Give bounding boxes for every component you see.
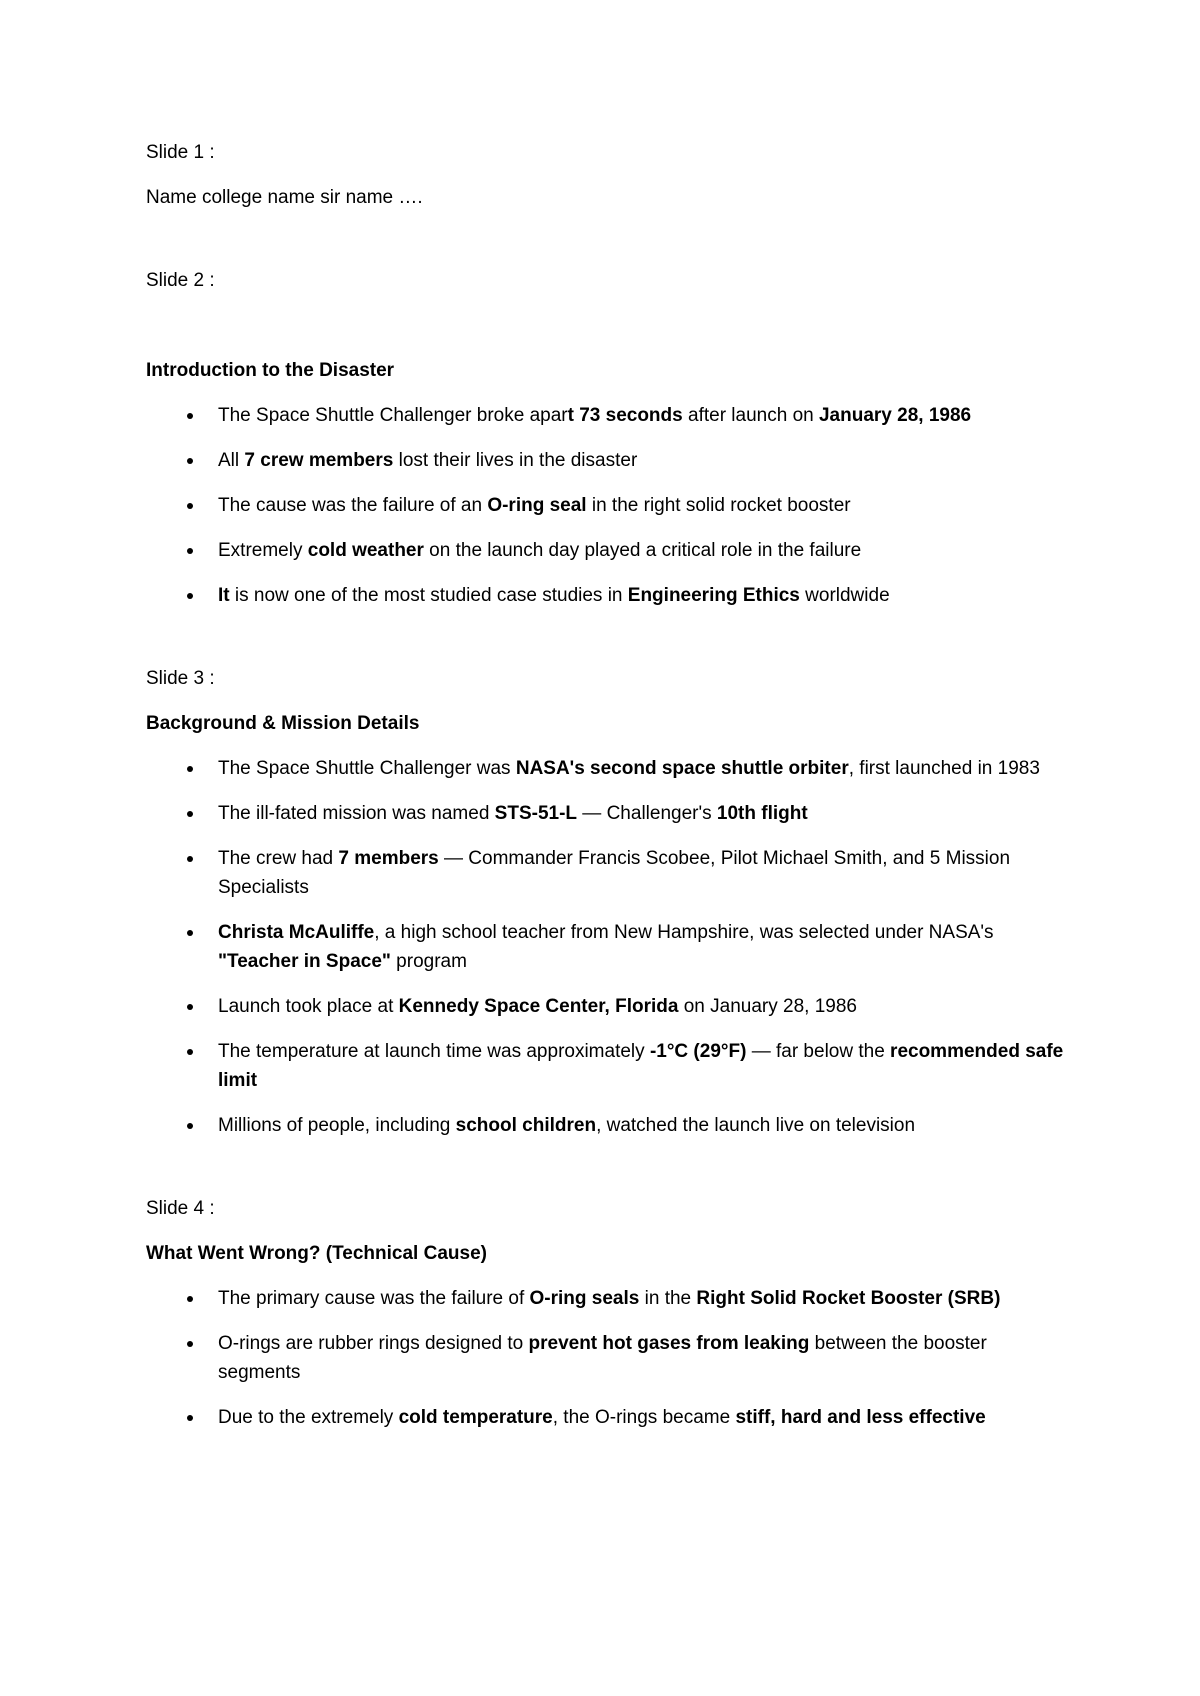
bullet-item: [146, 536, 1066, 565]
text-run: The Space Shuttle Challenger was: [218, 758, 516, 779]
text-run: The crew had: [218, 848, 339, 869]
bullet-item: [146, 491, 1066, 520]
bullet-dot-icon: [187, 1049, 193, 1055]
bullet-dot-icon: [187, 856, 193, 862]
bold-text: recommended safe limit: [218, 1041, 1064, 1091]
bullet-item: [146, 1284, 1066, 1313]
bold-text: school children: [455, 1115, 597, 1136]
text-run: O-rings are rubber rings designed to: [218, 1333, 529, 1354]
bold-text: stiff, hard and less effective: [735, 1407, 986, 1428]
text-run: — far below the: [746, 1041, 891, 1062]
document-page: [146, 138, 1066, 1448]
bullet-dot-icon: [187, 503, 193, 509]
text-run: , watched the launch live on television: [596, 1115, 916, 1136]
slide-2-section: [146, 266, 1066, 610]
slide-4-section: [146, 1194, 1066, 1432]
text-run: lost their lives in the disaster: [393, 450, 638, 471]
text-run: — Commander Francis Scobee, Pilot Michael Smith, and 5 Mission Specialists: [218, 848, 1011, 898]
text-run: in the right solid rocket booster: [586, 495, 851, 516]
bold-text: January 28, 1986: [818, 405, 972, 426]
text-run: Due to the extremely: [218, 1407, 399, 1428]
text-run: on the launch day played a critical role in the failure: [423, 540, 862, 561]
bullet-item: [146, 754, 1066, 783]
text-run: All: [218, 450, 245, 471]
text-run: program: [390, 951, 467, 972]
text-run: on January 28, 1986: [678, 996, 857, 1017]
bullet-item: [146, 918, 1066, 976]
bullet-item: [146, 799, 1066, 828]
section-heading: Introduction to the Disaster: [146, 360, 395, 381]
text-run: , a high school teacher from New Hampshire, was selected under NASA's: [374, 922, 994, 943]
text-run: — Challenger's: [577, 803, 717, 824]
bullet-list: [146, 401, 1066, 610]
bullet-item: [146, 844, 1066, 902]
text-run: after launch on: [682, 405, 819, 426]
bullet-dot-icon: [187, 593, 193, 599]
bullet-dot-icon: [187, 1415, 193, 1421]
text-run: Millions of people, including: [218, 1115, 456, 1136]
bullet-dot-icon: [187, 458, 193, 464]
bold-text: O-ring seal: [487, 495, 587, 516]
text-run: The primary cause was the failure of: [218, 1288, 530, 1309]
text-run: in the: [639, 1288, 697, 1309]
bullet-dot-icon: [187, 1296, 193, 1302]
bold-text: -1°C (29°F): [649, 1041, 747, 1062]
bold-text: Engineering Ethics: [627, 585, 800, 606]
bullet-item: [146, 446, 1066, 475]
bold-text: t 73 seconds: [567, 405, 683, 426]
slide-label: Slide 4 :: [146, 1198, 215, 1219]
slide-3-section: [146, 664, 1066, 1140]
slide-1-section: [146, 138, 1066, 212]
bold-text: O-ring seals: [529, 1288, 640, 1309]
bold-text: Christa McAuliffe: [218, 922, 375, 943]
text-run: worldwide: [799, 585, 890, 606]
bold-text: 7 crew members: [244, 450, 394, 471]
section-heading: Background & Mission Details: [146, 713, 420, 734]
bullet-dot-icon: [187, 413, 193, 419]
bullet-item: [146, 1037, 1066, 1095]
bullet-item: [146, 1329, 1066, 1387]
bold-text: cold temperature: [398, 1407, 553, 1428]
slide-label: Slide 2 :: [146, 270, 215, 291]
slide-label: Slide 3 :: [146, 668, 215, 689]
text-run: Launch took place at: [218, 996, 399, 1017]
bold-text: cold weather: [307, 540, 424, 561]
slide-1-text: Name college name sir name ….: [146, 187, 423, 208]
bullet-item: [146, 1403, 1066, 1432]
text-run: The cause was the failure of an: [218, 495, 488, 516]
bullet-item: [146, 992, 1066, 1021]
bullet-list: [146, 754, 1066, 1140]
text-run: is now one of the most studied case studies in: [229, 585, 628, 606]
bold-text: It: [218, 585, 230, 606]
bullet-list: [146, 1284, 1066, 1432]
slide-label: Slide 1 :: [146, 142, 215, 163]
bullet-dot-icon: [187, 548, 193, 554]
bold-text: Right Solid Rocket Booster (SRB): [696, 1288, 1001, 1309]
bullet-dot-icon: [187, 1123, 193, 1129]
section-heading: What Went Wrong? (Technical Cause): [146, 1243, 487, 1264]
bold-text: prevent hot gases from leaking: [528, 1333, 810, 1354]
bold-text: STS-51-L: [494, 803, 578, 824]
text-run: between the booster segments: [218, 1333, 987, 1383]
bold-text: 10th flight: [716, 803, 808, 824]
bullet-dot-icon: [187, 811, 193, 817]
text-run: , first launched in 1983: [848, 758, 1040, 779]
bullet-dot-icon: [187, 1004, 193, 1010]
bold-text: "Teacher in Space": [218, 951, 391, 972]
bold-text: Kennedy Space Center, Florida: [398, 996, 679, 1017]
bold-text: NASA's second space shuttle orbiter: [515, 758, 849, 779]
bullet-item: [146, 401, 1066, 430]
bullet-dot-icon: [187, 766, 193, 772]
text-run: The temperature at launch time was approximately: [218, 1041, 650, 1062]
bold-text: 7 members: [338, 848, 439, 869]
bullet-item: [146, 1111, 1066, 1140]
text-run: , the O-rings became: [552, 1407, 736, 1428]
text-run: Extremely: [218, 540, 308, 561]
text-run: The ill-fated mission was named: [218, 803, 495, 824]
bullet-item: [146, 581, 1066, 610]
text-run: The Space Shuttle Challenger broke apar: [218, 405, 568, 426]
bullet-dot-icon: [187, 930, 193, 936]
bullet-dot-icon: [187, 1341, 193, 1347]
